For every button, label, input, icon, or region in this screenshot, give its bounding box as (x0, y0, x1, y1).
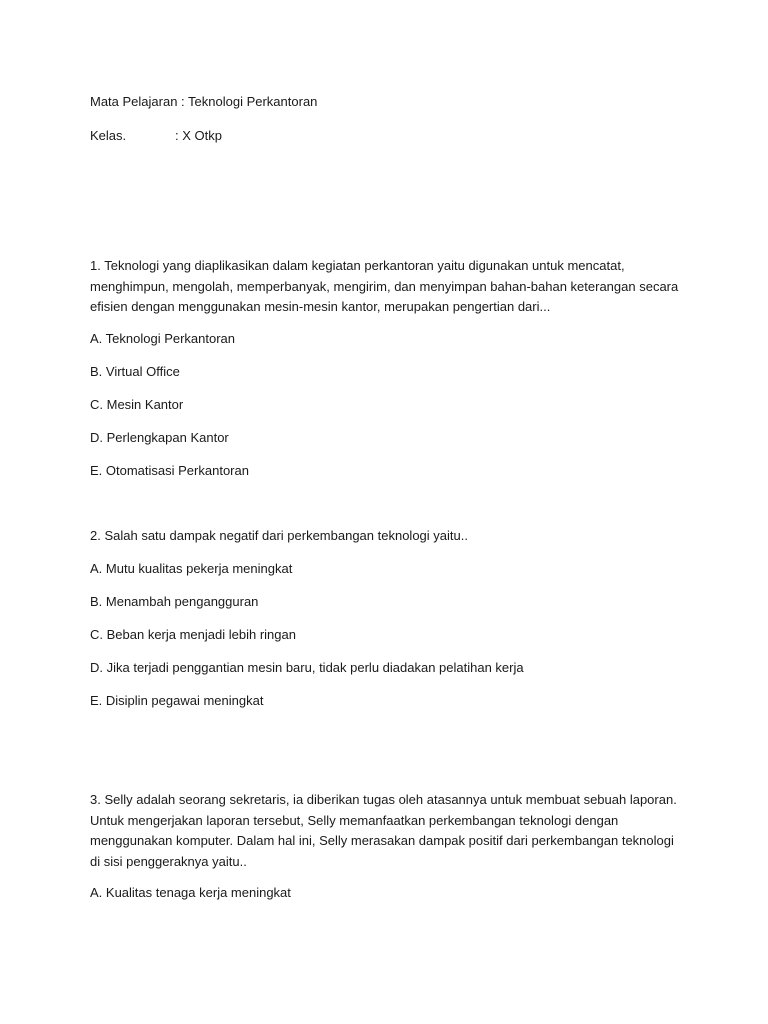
question-1-option-c: C. Mesin Kantor (90, 397, 184, 412)
class-label: Kelas. (90, 128, 127, 143)
question-2-option-a: A. Mutu kualitas pekerja meningkat (90, 561, 293, 576)
question-1-option-a: A. Teknologi Perkantoran (90, 331, 236, 346)
subject-line: Mata Pelajaran : Teknologi Perkantoran (90, 94, 318, 109)
question-3-option-a: A. Kualitas tenaga kerja meningkat (90, 885, 291, 900)
question-2-option-c: C. Beban kerja menjadi lebih ringan (90, 627, 296, 642)
question-1-option-d: D. Perlengkapan Kantor (90, 430, 229, 445)
question-1-option-e: E. Otomatisasi Perkantoran (90, 463, 249, 478)
class-value: : X Otkp (175, 128, 222, 143)
question-2-option-d: D. Jika terjadi penggantian mesin baru, tidak perlu diadakan pelatihan kerja (90, 660, 524, 675)
question-3-text: 3. Selly adalah seorang sekretaris, ia diberikan tugas oleh atasannya untuk membuat sebuah laporan. Untuk mengerjakan laporan tersebut, Selly memanfaatkan perkembangan teknologi dengan menggunakan komputer. Dalam hal ini, Selly merasakan dampak positif dari perkembangan teknologi di sisi penggeraknya yaitu.. (90, 792, 677, 869)
question-2-option-b: B. Menambah pengangguran (90, 594, 259, 609)
question-2-text: 2. Salah satu dampak negatif dari perkembangan teknologi yaitu.. (90, 528, 468, 543)
question-1-option-b: B. Virtual Office (90, 364, 180, 379)
question-1-text: 1. Teknologi yang diaplikasikan dalam kegiatan perkantoran yaitu digunakan untuk mencatat, menghimpun, mengolah, memperbanyak, mengirim, dan menyimpan bahan-bahan keterangan secara efisien dengan menggunakan mesin-mesin kantor, merupakan pengertian dari... (90, 258, 679, 314)
question-2-option-e: E. Disiplin pegawai meningkat (90, 693, 264, 708)
